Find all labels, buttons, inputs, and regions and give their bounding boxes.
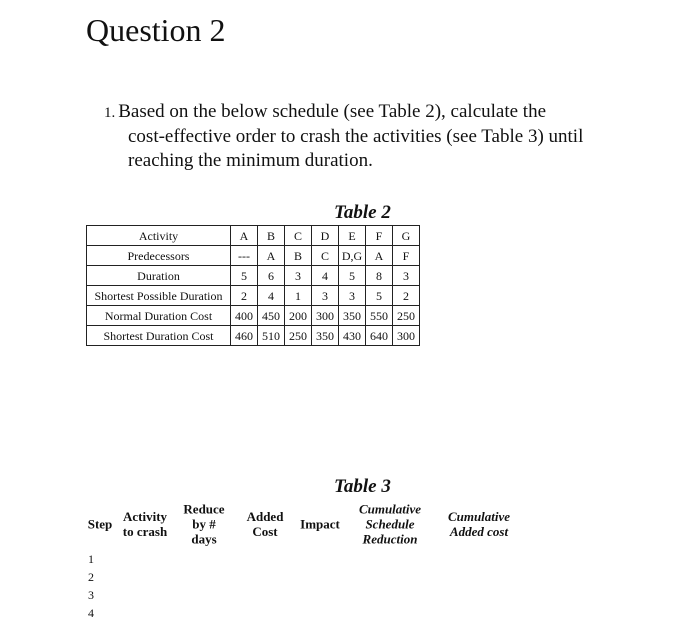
schedule-cell: 1 [285, 286, 312, 306]
schedule-row [87, 306, 420, 326]
page-title: Question 2 [86, 12, 226, 48]
schedule-row-label: Shortest Possible Duration [87, 286, 231, 306]
schedule-cell: G [393, 226, 420, 246]
schedule-cell: 430 [339, 326, 366, 346]
schedule-cell: B [258, 226, 285, 246]
header-activity-line-2: to crash [122, 524, 168, 539]
schedule-cell: A [258, 246, 285, 266]
schedule-cell: A [231, 226, 258, 246]
schedule-row [87, 286, 420, 306]
question-line-1-text: Based on the below schedule (see Table 2), calculate the [118, 101, 547, 122]
header-reduce-line-2: by # [192, 516, 216, 532]
schedule-cell: 640 [366, 326, 393, 346]
header-cumulative-schedule-reduction [359, 502, 421, 547]
schedule-cell: 350 [339, 306, 366, 326]
step-number: 4 [88, 606, 94, 620]
header-added-cost [247, 509, 284, 539]
schedule-cell: 6 [258, 266, 285, 286]
header-added-line-1: Added [246, 509, 284, 524]
schedule-cell: 400 [231, 306, 258, 326]
schedule-cell: 200 [285, 306, 312, 326]
schedule-cell: 450 [258, 306, 285, 326]
schedule-cell: 300 [393, 326, 420, 346]
schedule-row [87, 246, 420, 266]
step-number: 1 [88, 552, 94, 566]
schedule-cell: 4 [258, 286, 285, 306]
schedule-row-label: Predecessors [87, 246, 231, 266]
schedule-cell: --- [231, 246, 258, 266]
schedule-cell: F [393, 246, 420, 266]
schedule-cell: 8 [366, 266, 393, 286]
schedule-row-label: Activity [87, 226, 231, 246]
step-list [88, 550, 94, 622]
schedule-cell: F [366, 226, 393, 246]
question-line-1 [104, 100, 674, 125]
header-step: Step [87, 516, 113, 532]
table2-caption: Table 2 [334, 202, 391, 223]
schedule-cell: 5 [366, 286, 393, 306]
crash-table-header [0, 498, 700, 558]
question-line-3: reaching the minimum duration. [128, 150, 373, 171]
header-reduce-line-1: Reduce [183, 501, 225, 517]
step-number: 3 [88, 588, 94, 602]
schedule-row [87, 326, 420, 346]
header-added-line-2: Cost [252, 524, 278, 539]
schedule-cell: 2 [231, 286, 258, 306]
schedule-cell: D [312, 226, 339, 246]
schedule-cell: 3 [393, 266, 420, 286]
schedule-cell: B [285, 246, 312, 266]
header-cumulative-added-cost [448, 509, 510, 539]
header-reduce-line-3: days [191, 531, 217, 547]
schedule-cell: 3 [312, 286, 339, 306]
schedule-cell: A [366, 246, 393, 266]
header-reduce-by-days [183, 502, 224, 547]
header-cum-sched-line-2: Schedule [365, 516, 415, 532]
question-number: 1. [104, 105, 116, 121]
table3-caption: Table 3 [334, 476, 391, 497]
schedule-cell: 3 [339, 286, 366, 306]
schedule-row [87, 226, 420, 246]
schedule-table-body [87, 226, 420, 346]
header-cum-cost-line-2: Added cost [449, 524, 509, 539]
schedule-cell: 550 [366, 306, 393, 326]
schedule-row-label: Normal Duration Cost [87, 306, 231, 326]
schedule-cell: 510 [258, 326, 285, 346]
schedule-cell: 350 [312, 326, 339, 346]
header-activity-line-1: Activity [122, 509, 168, 524]
schedule-cell: 5 [231, 266, 258, 286]
schedule-cell: 4 [312, 266, 339, 286]
schedule-table [86, 225, 420, 346]
schedule-cell: 3 [285, 266, 312, 286]
question-line-2: cost-effective order to crash the activities (see Table 3) until [128, 126, 584, 147]
header-activity-to-crash [123, 509, 167, 539]
schedule-row-label: Duration [87, 266, 231, 286]
schedule-cell: E [339, 226, 366, 246]
schedule-row [87, 266, 420, 286]
header-cum-cost-line-1: Cumulative [447, 509, 511, 524]
question-text [104, 100, 674, 173]
schedule-cell: C [312, 246, 339, 266]
header-cum-sched-line-3: Reduction [362, 531, 418, 547]
header-cum-sched-line-1: Cumulative [358, 501, 422, 517]
schedule-cell: 5 [339, 266, 366, 286]
step-number: 2 [88, 570, 94, 584]
header-impact: Impact [300, 516, 340, 532]
schedule-cell: 300 [312, 306, 339, 326]
schedule-cell: 460 [231, 326, 258, 346]
schedule-row-label: Shortest Duration Cost [87, 326, 231, 346]
schedule-cell: 250 [285, 326, 312, 346]
schedule-cell: C [285, 226, 312, 246]
schedule-cell: 250 [393, 306, 420, 326]
schedule-cell: 2 [393, 286, 420, 306]
schedule-cell: D,G [339, 246, 366, 266]
